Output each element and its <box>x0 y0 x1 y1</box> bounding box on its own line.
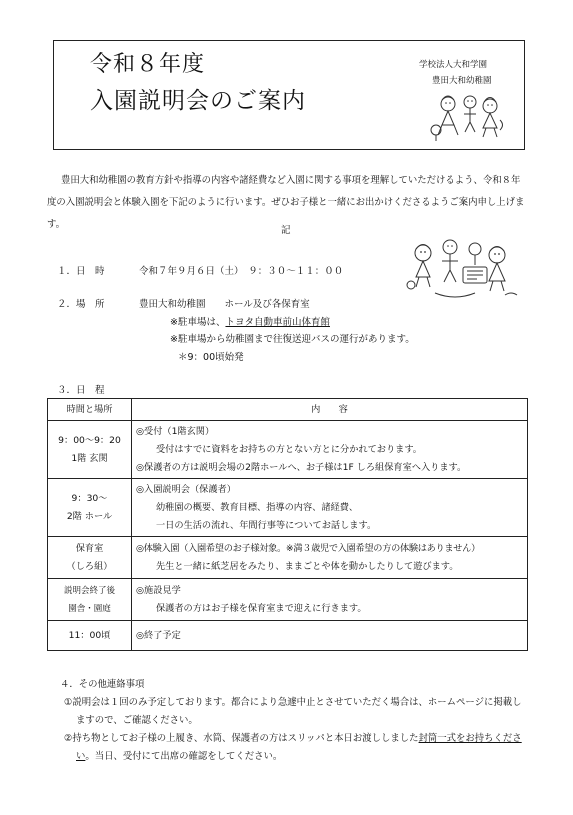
date-value: 令和７年９月６日（土） ９：３０〜１１：００ <box>139 266 344 277</box>
row-content-line: ◎受付（1階玄関） <box>136 425 215 437</box>
children-playing-illustration-icon <box>405 233 520 305</box>
row-content-line: 受付はすでに資料をお持ちの方とない方とに分かれております。 <box>156 443 422 455</box>
row-time-line: 11：00頃 <box>68 629 111 641</box>
row-content-line: 一日の生活の流れ、年間行事等についてお話します。 <box>156 519 377 531</box>
note-2 <box>64 730 530 766</box>
note-1: ①説明会は１回のみ予定しております。都合により急遽中止とさせていただく場合は、ホームページに掲載しますので、ご確認ください。 <box>64 697 522 726</box>
col-header-content: 内 容 <box>132 399 528 421</box>
table-row <box>48 621 528 651</box>
parking-location: トヨタ自動車前山体育館 <box>225 317 330 328</box>
row-time-line: 園舎・園庭 <box>68 603 111 614</box>
table-row <box>48 421 528 479</box>
row-content-line: ◎施設見学 <box>136 584 181 596</box>
kindergarten-name: 豊田大和幼稚園 <box>432 76 492 86</box>
parking-note-prefix: ※駐車場は、 <box>170 317 226 328</box>
bus-note: ※駐車場から幼稚園まで往復送迎バスの運行があります。 <box>170 334 415 345</box>
date-label: １．日 時 <box>57 266 105 277</box>
row-content-line: ◎体験入園（入園希望のお子様対象。※満３歳児で入園希望の方の体験はありません） <box>136 542 480 554</box>
row-time <box>48 421 132 479</box>
other-notes <box>60 676 530 766</box>
table-row <box>48 537 528 579</box>
ki-mark: 記 <box>281 225 291 236</box>
place-value: 豊田大和幼稚園 ホール及び各保育室 <box>139 299 310 310</box>
row-content <box>132 421 528 479</box>
row-content <box>132 621 528 651</box>
row-time-line: 説明会終了後 <box>63 585 115 596</box>
table-header-row <box>48 399 528 421</box>
row-time <box>48 537 132 579</box>
bus-time: ＊9：00頃始発 <box>178 352 244 363</box>
place-label: ２．場 所 <box>57 299 105 310</box>
title-line-2: 入園説明会のご案内 <box>90 88 306 114</box>
row-content-line: ◎入園説明会（保護者） <box>136 483 236 495</box>
row-content <box>132 579 528 621</box>
row-time-line: 1階 玄関 <box>71 452 108 464</box>
table-row <box>48 479 528 537</box>
row-time-line: 2階 ホール <box>66 510 113 522</box>
row-time-line: 保育室 <box>75 542 104 554</box>
note-2-prefix: ②持ち物としてお子様の上履き、水筒、保護者の方はスリッパと本日お渡ししました <box>64 733 419 744</box>
col-header-time: 時間と場所 <box>48 399 132 421</box>
row-content <box>132 479 528 537</box>
row-content-line: 先生と一緒に紙芝居をみたり、ままごとや体を動かしたりして遊びます。 <box>156 560 459 572</box>
row-content-line: 保護者の方はお子様を保育室まで迎えに行きます。 <box>156 602 367 614</box>
program-table <box>47 398 528 651</box>
organization-name: 学校法人大和学園 <box>419 60 488 70</box>
title-line-1: 令和８年度 <box>90 52 206 77</box>
row-content-line: ◎終了予定 <box>136 629 181 641</box>
other-heading: ４．その他連絡事項 <box>60 679 145 690</box>
table-row <box>48 579 528 621</box>
program-heading: ３．日 程 <box>57 385 105 396</box>
row-time <box>48 621 132 651</box>
row-time-line: 9：00〜9：20 <box>58 434 121 446</box>
intro-text: 豊田大和幼稚園の教育方針や指導の内容や諸経費など入園に関する事項を理解していただけるよう、令和８年度の入園説明会と体験入園を下記のように行います。ぜひお子様と一緒にお出かけくださるようご案内申し上げます。 <box>47 175 525 230</box>
row-time <box>48 479 132 537</box>
note-2-suffix: 。当日、受付にて出席の確認をしてください。 <box>85 751 283 762</box>
parking-note <box>170 314 330 328</box>
children-illustration-icon <box>428 90 508 145</box>
row-time <box>48 579 132 621</box>
row-content-line: 幼稚園の概要、教育目標、指導の内容、諸経費、 <box>156 501 359 513</box>
row-content <box>132 537 528 579</box>
note-2-underlined: 封筒一式をお持ちください <box>76 733 522 762</box>
row-content-line: ◎保護者の方は説明会場の2階ホールへ、お子様は1F しろ組保育室へ入ります。 <box>136 461 467 473</box>
row-time-line: （しろ組） <box>66 560 113 572</box>
row-time-line: 9：30〜 <box>71 492 108 504</box>
